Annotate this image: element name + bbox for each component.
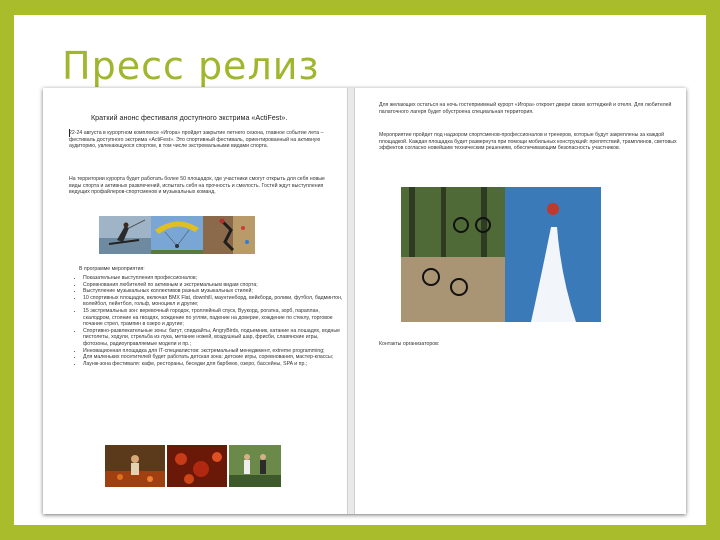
photo-climbing [203, 216, 255, 254]
supervision-paragraph: Мероприятие пройдет под надзором спортсменов-профессионалов и тренеров, которые будут закреплены за каждой площадкой. Каждая площадка будет развернута при помощи мобильных конструкций: препятствий, трамплинов, световых эффектов согласно новейшим техническим решениям, обеспечивающим безопасность участников. [379, 132, 677, 152]
program-item: • Инновационная площадка для IT-специалистов: экстремальный менеджмент, extreme programming; [83, 348, 343, 355]
photo-fire [167, 445, 227, 487]
program-item: • Спортивно-развлекательные зоны: батут, спидкайты, AngryBirds, подъемник, катание на лошадях, водные пистолеты, ходули, стрельба из лука, метание ножей, воздушный шар, фрисби, славянские игры, фотозоны, радиоуправляемые модели и пр.; [83, 328, 343, 348]
program-item: • Соревнования любителей по активным и экстремальным видам спорта; [83, 282, 343, 289]
intro-paragraph: 22-24 августа в курортном комплексе «Игора» пройдет закрытие летнего сезона, главное событие лета – фестиваль доступного экстрима «ActiFest». Это спортивный фестиваль, ориентированный на активную аудиторию, увлекающуюся спортом, в том числе экстремальными видами спорта. [69, 130, 324, 150]
program-item: • Лаунж-зона фестиваля: кафе, рестораны, беседки для барбекю, озеро, бассейны, SPA и пр.; [83, 361, 343, 368]
territory-paragraph: На территории курорта будет работать более 50 площадок, где участники смогут открыть для себя новые виды спорта и активных развлечений, испытать себя на прочность и смелость. Гостей ждут выступления ведущих профайлеров-спортсменов и музыкальных команд. [69, 176, 325, 196]
document-page-left [43, 88, 347, 506]
program-item: • 15 экстремальных зон: веревочный городок, троллейный спуск, Вуукорд, рогатка, зорб, параплан, скалодром, стояние на гвоздях, хождение по углям, падение на доверие, хождение по стеклу, торговое почание стрел, трампин в озеро и другие; [83, 308, 343, 328]
document-heading: Краткий анонс фестиваля доступного экстрима «ActiFest». [91, 113, 288, 122]
program-item: • Для маленьких посетителей будет работать детская зона: детские игры, соревнования, мастер-классы; [83, 354, 343, 361]
program-title: В программе мероприятия: [79, 266, 145, 272]
program-item: • Показательные выступления профессионалов; [83, 275, 343, 282]
slide-title: Пресс релиз [62, 44, 320, 88]
document-page-right [355, 88, 686, 506]
photo-wakeboard [99, 216, 151, 254]
program-list [73, 275, 343, 367]
photo-paraglider [151, 216, 203, 254]
overnight-paragraph: Для желающих остаться на ночь гостеприимный курорт «Игора» откроет двери своих коттеджей и отеля. Для любителей палаточного лагеря будет обустроена специальная территория. [379, 102, 672, 115]
photo-coal-walking [105, 445, 165, 487]
program-item: • 10 спортивных площадок, включая BMX Flat, downhill, маунтинборд, вейкборд, ролики, футбол, бадминтон, волейбол, пейнтбол, гольф, моноцикл и другие; [83, 295, 343, 308]
page-gutter [347, 88, 355, 514]
photo-dancers [229, 445, 281, 487]
document-image [43, 88, 686, 514]
contacts-label: Контакты организаторов: [379, 341, 440, 347]
photo-bmx-flyboard [401, 187, 601, 322]
program-item: • Выступление музыкальных коллективов разных музыкальных стилей; [83, 288, 343, 295]
